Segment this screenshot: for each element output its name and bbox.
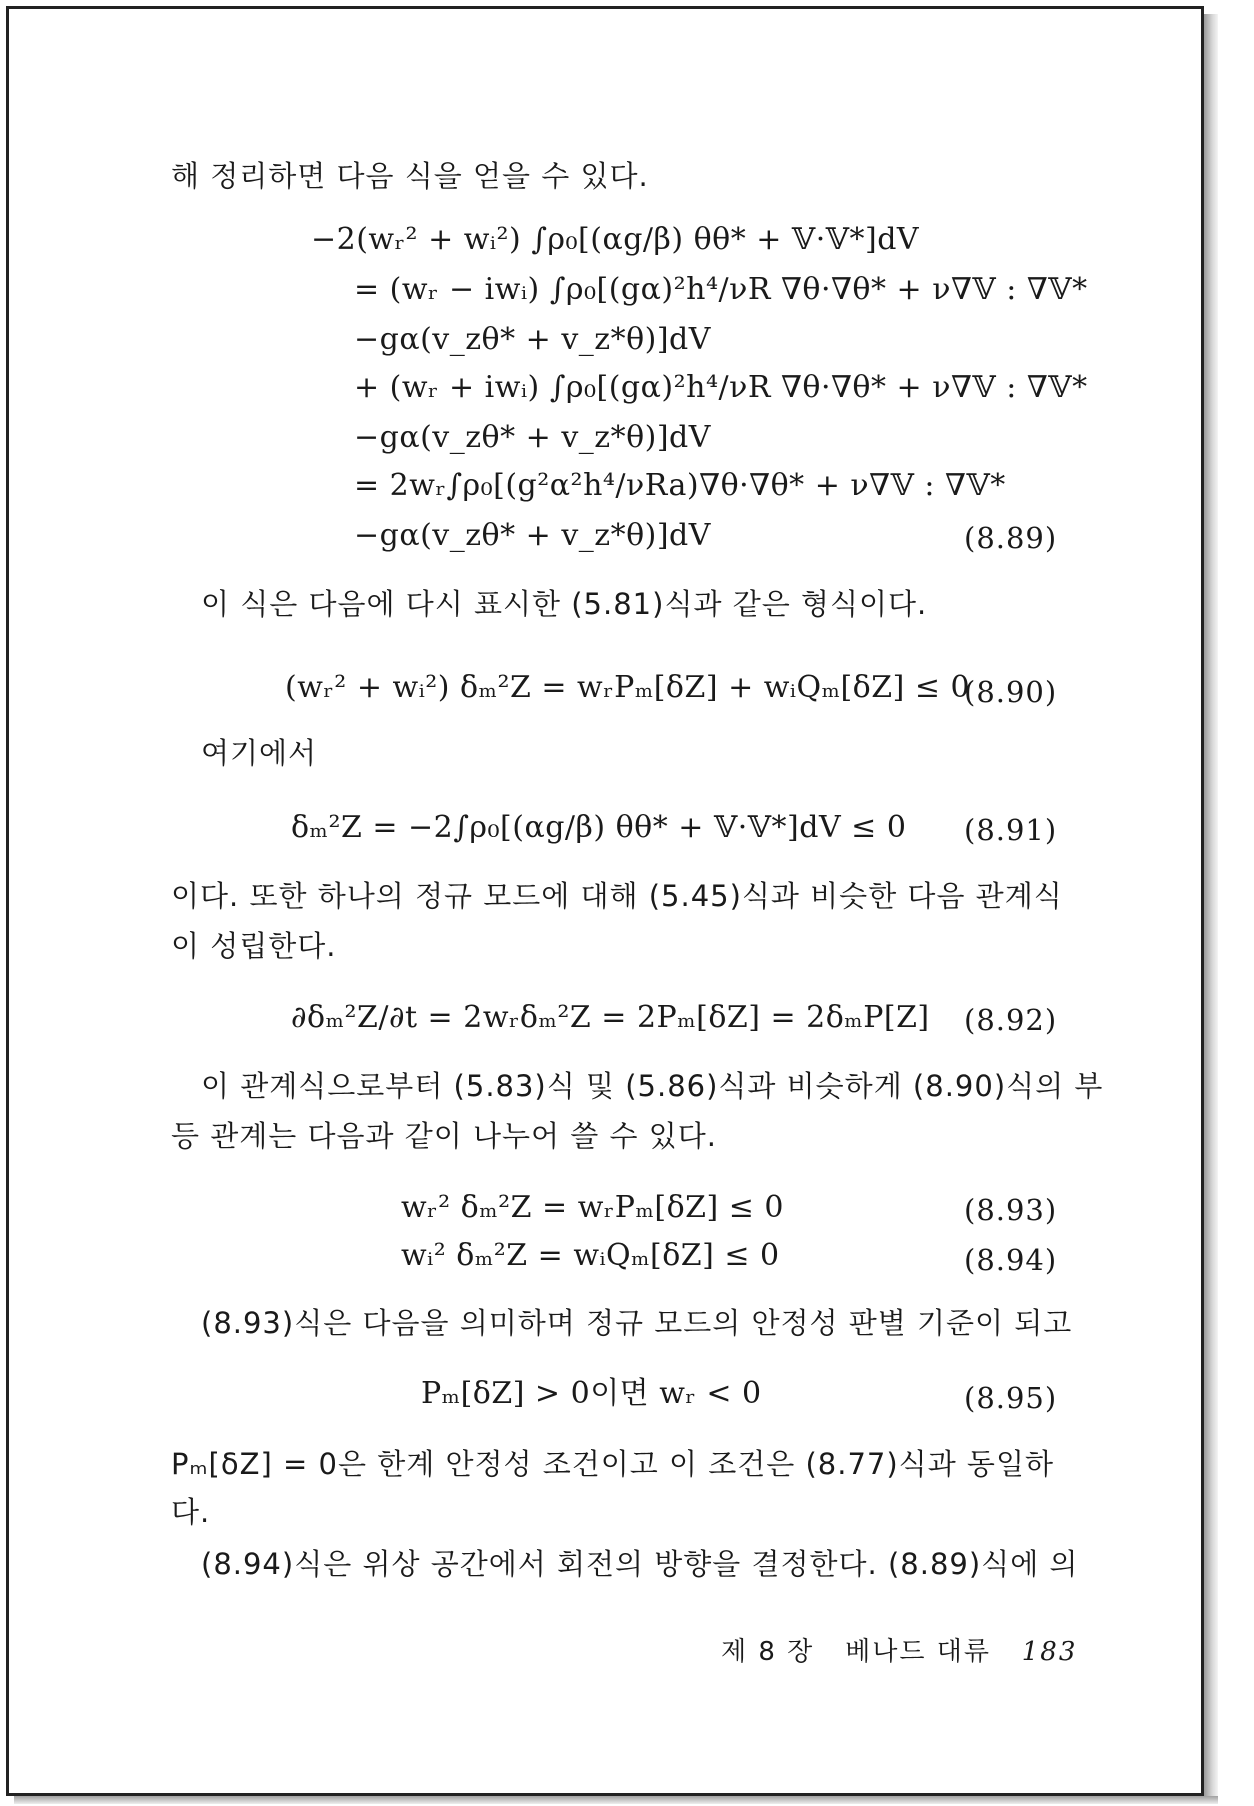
text-line: 등 관계는 다음과 같이 나누어 쓸 수 있다. bbox=[171, 1119, 717, 1153]
text-line: 해 정리하면 다음 식을 얻을 수 있다. bbox=[171, 159, 649, 193]
page-number: 183 bbox=[1021, 1637, 1078, 1667]
text-line: 이 성립한다. bbox=[171, 929, 337, 963]
page-bottom-shadow bbox=[14, 1796, 1218, 1804]
equation-line: −gα(v_zθ* + v_z*θ)]dV bbox=[354, 420, 711, 455]
text-line: (8.93)식은 다음을 의미하며 정규 모드의 안정성 판별 기준이 되고 bbox=[201, 1306, 1073, 1340]
equation-line: Pₘ[δZ] > 0이면 wᵣ < 0 bbox=[421, 1376, 762, 1411]
equation-number: (8.93) bbox=[964, 1193, 1058, 1227]
text-line: Pₘ[δZ] = 0은 한계 안정성 조건이고 이 조건은 (8.77)식과 동일하 bbox=[171, 1447, 1054, 1481]
text-line: 여기에서 bbox=[201, 736, 318, 770]
equation-number: (8.94) bbox=[964, 1243, 1058, 1277]
equation-line: = (wᵣ − iwᵢ) ∫ρ₀[(gα)²h⁴/νR ∇θ·∇θ* + ν∇𝕍 : ∇𝕍* bbox=[354, 272, 1088, 307]
page-edge-shadow bbox=[1204, 14, 1218, 1796]
equation-line: −2(wᵣ² + wᵢ²) ∫ρ₀[(αg/β) θθ* + 𝕍·𝕍*]dV bbox=[311, 222, 920, 257]
text-line: 다. bbox=[171, 1495, 211, 1529]
equation-line: −gα(v_zθ* + v_z*θ)]dV bbox=[354, 518, 711, 553]
equation-line: δₘ²Z = −2∫ρ₀[(αg/β) θθ* + 𝕍·𝕍*]dV ≤ 0 bbox=[291, 810, 907, 845]
equation-number: (8.92) bbox=[964, 1003, 1058, 1037]
equation-line: −gα(v_zθ* + v_z*θ)]dV bbox=[354, 322, 711, 357]
equation-line: = 2wᵣ∫ρ₀[(g²α²h⁴/νRa)∇θ·∇θ* + ν∇𝕍 : ∇𝕍* bbox=[354, 468, 1006, 503]
chapter-label: 제 8 장 bbox=[721, 1637, 815, 1667]
chapter-title: 베나드 대류 bbox=[845, 1637, 991, 1667]
equation-line: wᵢ² δₘ²Z = wᵢQₘ[δZ] ≤ 0 bbox=[401, 1238, 780, 1273]
equation-line: wᵣ² δₘ²Z = wᵣPₘ[δZ] ≤ 0 bbox=[401, 1190, 784, 1225]
text-line: 이 식은 다음에 다시 표시한 (5.81)식과 같은 형식이다. bbox=[201, 587, 928, 621]
text-line: 이다. 또한 하나의 정규 모드에 대해 (5.45)식과 비슷한 다음 관계식 bbox=[171, 879, 1063, 913]
running-footer bbox=[721, 1631, 1077, 1668]
equation-line: + (wᵣ + iwᵢ) ∫ρ₀[(gα)²h⁴/νR ∇θ·∇θ* + ν∇𝕍 : ∇𝕍* bbox=[354, 370, 1088, 405]
equation-number: (8.89) bbox=[964, 521, 1058, 555]
text-line: (8.94)식은 위상 공간에서 회전의 방향을 결정한다. (8.89)식에 의 bbox=[201, 1547, 1079, 1581]
equation-line: ∂δₘ²Z/∂t = 2wᵣδₘ²Z = 2Pₘ[δZ] = 2δₘP[Z] bbox=[291, 1000, 930, 1035]
equation-number: (8.90) bbox=[964, 675, 1058, 709]
book-page bbox=[6, 6, 1204, 1796]
equation-number: (8.95) bbox=[964, 1381, 1058, 1415]
text-line: 이 관계식으로부터 (5.83)식 및 (5.86)식과 비슷하게 (8.90)식의 부 bbox=[201, 1069, 1104, 1103]
equation-number: (8.91) bbox=[964, 813, 1058, 847]
equation-line: (wᵣ² + wᵢ²) δₘ²Z = wᵣPₘ[δZ] + wᵢQₘ[δZ] ≤ 0 bbox=[285, 670, 971, 705]
